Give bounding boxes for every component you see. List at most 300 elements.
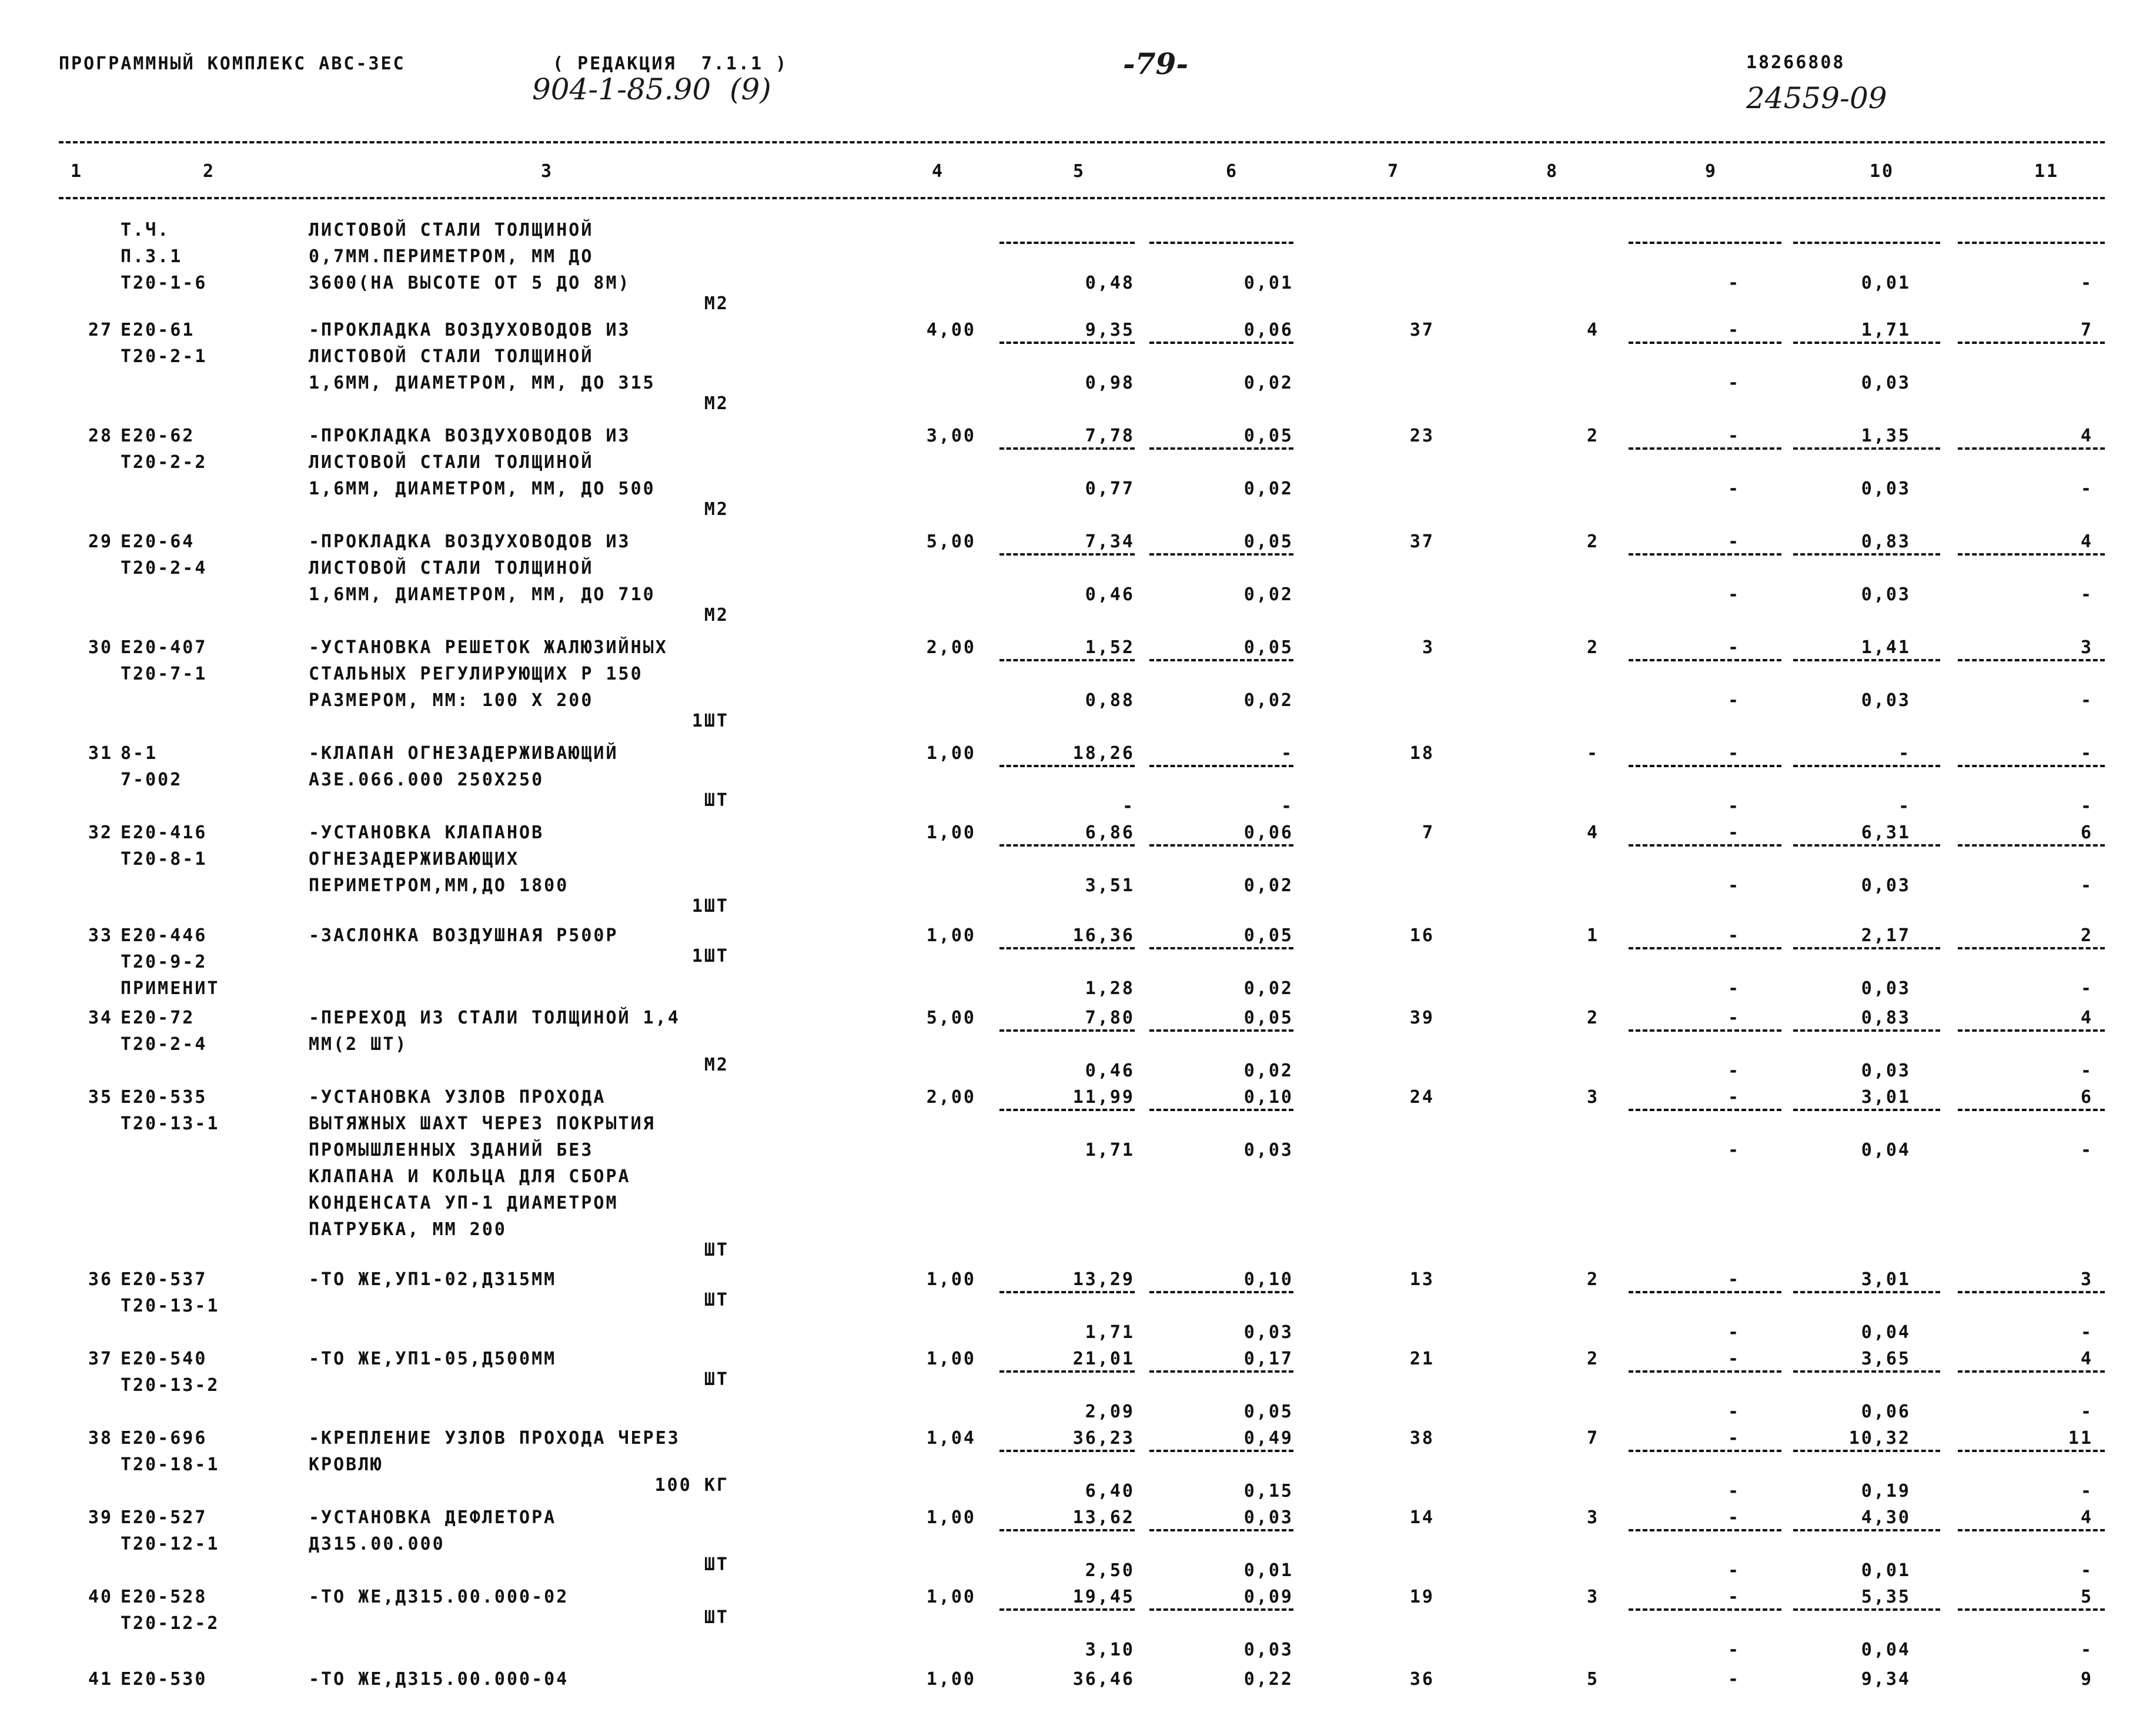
header-rule-bottom — [59, 197, 2105, 199]
row-29-c5-total: 7,34 — [1085, 531, 1135, 552]
row-34-quantity: 5,00 — [926, 1008, 976, 1028]
row-38-description: -КРЕПЛЕНИЕ УЗЛОВ ПРОХОДА ЧЕРЕЗ — [309, 1428, 680, 1449]
row-32-rule-9 — [1629, 844, 1781, 847]
row-33-c11-wage: - — [2080, 978, 2093, 999]
row-28-c9-total: - — [1727, 426, 1740, 446]
row-30-code: Е20-407 — [121, 637, 208, 658]
row-30-unit: 1ШТ — [691, 711, 729, 731]
row-34-rule-9 — [1629, 1029, 1781, 1032]
row-29-col8: 2 — [1586, 531, 1599, 552]
row-37-col7: 21 — [1409, 1349, 1435, 1369]
row-cont-c6-wage: 0,01 — [1243, 273, 1293, 293]
row-29-c11-wage: - — [2080, 584, 2093, 605]
row-30-c9-total: - — [1727, 637, 1740, 658]
column-header-9: 9 — [1705, 161, 1718, 182]
row-39-col8: 3 — [1586, 1507, 1599, 1528]
row-28-code: Т20-2-2 — [121, 452, 208, 473]
row-29-c11-total: 4 — [2080, 531, 2093, 552]
row-36-rule-6 — [1149, 1291, 1293, 1293]
row-28-c10-wage: 0,03 — [1861, 479, 1911, 499]
row-27-c9-wage: - — [1727, 373, 1740, 393]
row-32-c10-total: 6,31 — [1861, 822, 1911, 843]
row-34-col7: 39 — [1409, 1008, 1435, 1028]
row-28-rule-5 — [999, 447, 1135, 450]
row-35-description: КЛАПАНА И КОЛЬЦА ДЛЯ СБОРА — [309, 1166, 631, 1187]
row-35-c9-wage: - — [1727, 1140, 1740, 1160]
row-34-c6-wage: 0,02 — [1243, 1061, 1293, 1081]
row-38-rule-11 — [1958, 1450, 2105, 1452]
row-cont-c9-wage: - — [1727, 273, 1740, 293]
row-31-c10-total: - — [1898, 743, 1911, 764]
row-39-description: Д315.00.000 — [309, 1534, 445, 1554]
row-30-description: СТАЛЬНЫХ РЕГУЛИРУЮЩИХ Р 150 — [309, 664, 643, 684]
row-39-c5-wage: 2,50 — [1085, 1560, 1135, 1581]
row-39-c6-total: 0,03 — [1243, 1507, 1293, 1528]
row-29-description: -ПРОКЛАДКА ВОЗДУХОВОДОВ ИЗ — [309, 531, 631, 552]
row-35-c10-wage: 0,04 — [1861, 1140, 1911, 1160]
row-34-c10-wage: 0,03 — [1861, 1061, 1911, 1081]
row-36-rule-11 — [1958, 1291, 2105, 1293]
row-36-quantity: 1,00 — [926, 1269, 976, 1290]
row-34-c6-total: 0,05 — [1243, 1008, 1293, 1028]
row-40-code: Е20-528 — [121, 1587, 208, 1607]
row-28-c11-total: 4 — [2080, 426, 2093, 446]
row-27-rule-10 — [1793, 342, 1940, 344]
row-40-rule-11 — [1958, 1608, 2105, 1611]
row-30-quantity: 2,00 — [926, 637, 976, 658]
row-41-c5-total: 36,46 — [1072, 1669, 1135, 1690]
row-29-c10-wage: 0,03 — [1861, 584, 1911, 605]
row-28-quantity: 3,00 — [926, 426, 976, 446]
row-32-quantity: 1,00 — [926, 822, 976, 843]
row-40-c9-wage: - — [1727, 1640, 1740, 1660]
row-36-rule-5 — [999, 1291, 1135, 1293]
row-32-rule-5 — [999, 844, 1135, 847]
row-38-rule-10 — [1793, 1450, 1940, 1452]
row-29-rule-11 — [1958, 553, 2105, 556]
row-32-description: -УСТАНОВКА КЛАПАНОВ — [309, 822, 544, 843]
row-36-code: Е20-537 — [121, 1269, 208, 1290]
row-29-col7: 37 — [1409, 531, 1435, 552]
row-32-c9-wage: - — [1727, 875, 1740, 896]
row-27-c9-total: - — [1727, 320, 1740, 340]
row-37-code: Т20-13-2 — [121, 1375, 220, 1396]
row-33-c9-wage: - — [1727, 978, 1740, 999]
row-33-c5-total: 16,36 — [1072, 925, 1135, 946]
row-39-unit: ШТ — [704, 1554, 729, 1575]
row-28-number: 28 — [88, 426, 113, 446]
column-header-3: 3 — [541, 161, 554, 182]
row-34-rule-6 — [1149, 1029, 1293, 1032]
row-39-c6-wage: 0,01 — [1243, 1560, 1293, 1581]
row-36-unit: ШТ — [704, 1290, 729, 1310]
row-35-c9-total: - — [1727, 1087, 1740, 1108]
row-28-col8: 2 — [1586, 426, 1599, 446]
doc-number: 18266808 — [1746, 52, 1846, 73]
row-27-rule-9 — [1629, 342, 1781, 344]
row-41-col8: 5 — [1586, 1669, 1599, 1690]
row-31-c10-wage: - — [1898, 796, 1911, 817]
row-36-rule-9 — [1629, 1291, 1781, 1293]
row-29-unit: М2 — [704, 605, 729, 626]
row-33-number: 33 — [88, 925, 113, 946]
row-39-number: 39 — [88, 1507, 113, 1528]
row-31-c11-wage: - — [2080, 796, 2093, 817]
row-33-c5-wage: 1,28 — [1085, 978, 1135, 999]
row-27-col7: 37 — [1409, 320, 1435, 340]
column-header-10: 10 — [1870, 161, 1895, 182]
row-37-rule-5 — [999, 1370, 1135, 1373]
row-38-c10-wage: 0,19 — [1861, 1481, 1911, 1501]
row-34-c11-wage: - — [2080, 1061, 2093, 1081]
row-31-rule-5 — [999, 765, 1135, 767]
column-header-2: 2 — [203, 161, 216, 182]
row-29-c6-wage: 0,02 — [1243, 584, 1293, 605]
row-37-c11-total: 4 — [2080, 1349, 2093, 1369]
row-27-code: Е20-61 — [121, 320, 195, 340]
row-38-c5-wage: 6,40 — [1085, 1481, 1135, 1501]
row-34-c10-total: 0,83 — [1861, 1008, 1911, 1028]
row-35-rule-5 — [999, 1109, 1135, 1111]
row-37-c9-total: - — [1727, 1349, 1740, 1369]
row-32-col8: 4 — [1586, 822, 1599, 843]
row-31-rule-9 — [1629, 765, 1781, 767]
row-33-code: Е20-446 — [121, 925, 208, 946]
row-27-description: -ПРОКЛАДКА ВОЗДУХОВОДОВ ИЗ — [309, 320, 631, 340]
row-28-c9-wage: - — [1727, 479, 1740, 499]
row-35-unit: ШТ — [704, 1240, 729, 1260]
row-39-description: -УСТАНОВКА ДЕФЛЕТОРА — [309, 1507, 557, 1528]
row-30-col7: 3 — [1422, 637, 1435, 658]
row-41-description: -ТО ЖЕ,Д315.00.000-04 — [309, 1669, 569, 1690]
row-31-c11-total: - — [2080, 743, 2093, 764]
row-27-rule-6 — [1149, 342, 1293, 344]
row-33-rule-11 — [1958, 947, 2105, 949]
row-41-c6-total: 0,22 — [1243, 1669, 1293, 1690]
column-header-5: 5 — [1073, 161, 1086, 182]
row-30-rule-10 — [1793, 659, 1940, 661]
row-39-rule-5 — [999, 1529, 1135, 1531]
row-35-c5-wage: 1,71 — [1085, 1140, 1135, 1160]
row-37-code: Е20-540 — [121, 1349, 208, 1369]
row-30-number: 30 — [88, 637, 113, 658]
row-37-unit: ШТ — [704, 1369, 729, 1390]
row-28-description: -ПРОКЛАДКА ВОЗДУХОВОДОВ ИЗ — [309, 426, 631, 446]
row-31-unit: ШТ — [704, 790, 729, 811]
row-35-description: ВЫТЯЖНЫХ ШАХТ ЧЕРЕЗ ПОКРЫТИЯ — [309, 1113, 656, 1134]
row-28-code: Е20-62 — [121, 426, 195, 446]
row-33-c10-wage: 0,03 — [1861, 978, 1911, 999]
row-cont-code: Т.Ч. — [121, 220, 170, 240]
row-35-c10-total: 3,01 — [1861, 1087, 1911, 1108]
row-cont-code: П.3.1 — [121, 246, 183, 267]
row-35-col7: 24 — [1409, 1087, 1435, 1108]
row-35-number: 35 — [88, 1087, 113, 1108]
row-40-c11-total: 5 — [2080, 1587, 2093, 1607]
row-29-rule-10 — [1793, 553, 1940, 556]
row-40-description: -ТО ЖЕ,Д315.00.000-02 — [309, 1587, 569, 1607]
row-33-c11-total: 2 — [2080, 925, 2093, 946]
row-29-rule-9 — [1629, 553, 1781, 556]
row-33-c10-total: 2,17 — [1861, 925, 1911, 946]
row-37-c10-total: 3,65 — [1861, 1349, 1911, 1369]
row-31-col7: 18 — [1409, 743, 1435, 764]
row-38-code: Е20-696 — [121, 1428, 208, 1449]
row-40-c9-total: - — [1727, 1587, 1740, 1607]
row-32-description: ПЕРИМЕТРОМ,ММ,ДО 1800 — [309, 875, 569, 896]
row-36-number: 36 — [88, 1269, 113, 1290]
row-cont-rule-10 — [1793, 242, 1940, 244]
row-31-rule-6 — [1149, 765, 1293, 767]
row-40-rule-10 — [1793, 1608, 1940, 1611]
row-39-c5-total: 13,62 — [1072, 1507, 1135, 1528]
row-35-c6-wage: 0,03 — [1243, 1140, 1293, 1160]
row-31-c5-total: 18,26 — [1072, 743, 1135, 764]
row-27-unit: М2 — [704, 393, 729, 414]
row-34-code: Т20-2-4 — [121, 1034, 208, 1055]
row-32-rule-6 — [1149, 844, 1293, 847]
row-30-rule-6 — [1149, 659, 1293, 661]
row-27-c10-total: 1,71 — [1861, 320, 1911, 340]
row-27-quantity: 4,00 — [926, 320, 976, 340]
row-40-unit: ШТ — [704, 1607, 729, 1628]
row-34-rule-10 — [1793, 1029, 1940, 1032]
row-30-col8: 2 — [1586, 637, 1599, 658]
row-40-col7: 19 — [1409, 1587, 1435, 1607]
row-31-code: 7-002 — [121, 770, 183, 790]
row-30-c6-total: 0,05 — [1243, 637, 1293, 658]
row-27-number: 27 — [88, 320, 113, 340]
row-40-rule-6 — [1149, 1608, 1293, 1611]
row-39-code: Е20-527 — [121, 1507, 208, 1528]
row-30-rule-11 — [1958, 659, 2105, 661]
project-code-handwritten: 904-1-85.90 (9) — [532, 72, 771, 106]
row-cont-description: 0,7ММ.ПЕРИМЕТРОМ, ММ ДО — [309, 246, 594, 267]
row-36-col7: 13 — [1409, 1269, 1435, 1290]
row-38-c11-wage: - — [2080, 1481, 2093, 1501]
row-29-number: 29 — [88, 531, 113, 552]
row-28-rule-10 — [1793, 447, 1940, 450]
row-34-description: -ПЕРЕХОД ИЗ СТАЛИ ТОЛЩИНОЙ 1,4 — [309, 1008, 680, 1028]
row-33-description: -ЗАСЛОНКА ВОЗДУШНАЯ Р500Р — [309, 925, 619, 946]
row-33-code: Т20-9-2 — [121, 952, 208, 972]
row-37-description: -ТО ЖЕ,УП1-05,Д500ММ — [309, 1349, 557, 1369]
row-33-quantity: 1,00 — [926, 925, 976, 946]
column-header-1: 1 — [71, 161, 83, 182]
row-35-description: КОНДЕНСАТА УП-1 ДИАМЕТРОМ — [309, 1193, 619, 1213]
row-35-description: ПРОМЫШЛЕННЫХ ЗДАНИЙ БЕЗ — [309, 1140, 594, 1160]
row-34-c9-total: - — [1727, 1008, 1740, 1028]
row-40-quantity: 1,00 — [926, 1587, 976, 1607]
row-29-c5-wage: 0,46 — [1085, 584, 1135, 605]
row-29-rule-6 — [1149, 553, 1293, 556]
row-38-col7: 38 — [1409, 1428, 1435, 1449]
row-29-description: ЛИСТОВОЙ СТАЛИ ТОЛЩИНОЙ — [309, 558, 594, 578]
row-36-c5-total: 13,29 — [1072, 1269, 1135, 1290]
row-35-rule-6 — [1149, 1109, 1293, 1111]
row-39-c9-wage: - — [1727, 1560, 1740, 1581]
row-31-c9-total: - — [1727, 743, 1740, 764]
row-38-c9-wage: - — [1727, 1481, 1740, 1501]
row-29-description: 1,6ММ, ДИАМЕТРОМ, ММ, ДО 710 — [309, 584, 656, 605]
row-35-col8: 3 — [1586, 1087, 1599, 1108]
row-33-rule-6 — [1149, 947, 1293, 949]
row-36-c9-wage: - — [1727, 1322, 1740, 1343]
row-30-description: -УСТАНОВКА РЕШЕТОК ЖАЛЮЗИЙНЫХ — [309, 637, 668, 658]
row-34-description: ММ(2 ШТ) — [309, 1034, 408, 1055]
row-40-code: Т20-12-2 — [121, 1613, 220, 1634]
row-32-c5-wage: 3,51 — [1085, 875, 1135, 896]
row-37-c5-wage: 2,09 — [1085, 1401, 1135, 1422]
row-31-c5-wage: - — [1122, 796, 1135, 817]
row-34-c5-total: 7,80 — [1085, 1008, 1135, 1028]
row-31-number: 31 — [88, 743, 113, 764]
column-header-6: 6 — [1226, 161, 1239, 182]
row-30-c11-total: 3 — [2080, 637, 2093, 658]
row-28-rule-9 — [1629, 447, 1781, 450]
row-36-c11-total: 3 — [2080, 1269, 2093, 1290]
row-27-code: Т20-2-1 — [121, 346, 208, 367]
row-39-c11-wage: - — [2080, 1560, 2093, 1581]
row-37-c9-wage: - — [1727, 1401, 1740, 1422]
row-27-description: 1,6ММ, ДИАМЕТРОМ, ММ, ДО 315 — [309, 373, 656, 393]
row-29-quantity: 5,00 — [926, 531, 976, 552]
row-27-description: ЛИСТОВОЙ СТАЛИ ТОЛЩИНОЙ — [309, 346, 594, 367]
row-31-description: -КЛАПАН ОГНЕЗАДЕРЖИВАЮЩИЙ — [309, 743, 619, 764]
row-35-c5-total: 11,99 — [1072, 1087, 1135, 1108]
row-32-code: Е20-416 — [121, 822, 208, 843]
column-header-7: 7 — [1388, 161, 1400, 182]
row-39-quantity: 1,00 — [926, 1507, 976, 1528]
row-39-rule-10 — [1793, 1529, 1940, 1531]
row-35-rule-11 — [1958, 1109, 2105, 1111]
row-37-rule-11 — [1958, 1370, 2105, 1373]
row-37-c5-total: 21,01 — [1072, 1349, 1135, 1369]
row-41-number: 41 — [88, 1669, 113, 1690]
row-27-c5-total: 9,35 — [1085, 320, 1135, 340]
row-39-c9-total: - — [1727, 1507, 1740, 1528]
row-33-rule-10 — [1793, 947, 1940, 949]
row-36-rule-10 — [1793, 1291, 1940, 1293]
row-cont-rule-11 — [1958, 242, 2105, 244]
row-35-code: Т20-13-1 — [121, 1113, 220, 1134]
row-39-c11-total: 4 — [2080, 1507, 2093, 1528]
row-35-c11-total: 6 — [2080, 1087, 2093, 1108]
row-33-c6-total: 0,05 — [1243, 925, 1293, 946]
row-28-c6-wage: 0,02 — [1243, 479, 1293, 499]
row-27-c6-wage: 0,02 — [1243, 373, 1293, 393]
row-38-c6-wage: 0,15 — [1243, 1481, 1293, 1501]
row-31-c6-wage: - — [1281, 796, 1293, 817]
row-27-c5-wage: 0,98 — [1085, 373, 1135, 393]
row-cont-c11-wage: - — [2080, 273, 2093, 293]
row-38-rule-9 — [1629, 1450, 1781, 1452]
row-40-c10-total: 5,35 — [1861, 1587, 1911, 1607]
row-36-c5-wage: 1,71 — [1085, 1322, 1135, 1343]
row-32-code: Т20-8-1 — [121, 849, 208, 869]
row-38-c10-total: 10,32 — [1848, 1428, 1911, 1449]
row-40-c11-wage: - — [2080, 1640, 2093, 1660]
row-33-c9-total: - — [1727, 925, 1740, 946]
row-31-code: 8-1 — [121, 743, 158, 764]
row-32-c5-total: 6,86 — [1085, 822, 1135, 843]
row-34-c9-wage: - — [1727, 1061, 1740, 1081]
row-32-rule-11 — [1958, 844, 2105, 847]
column-header-11: 11 — [2034, 161, 2060, 182]
row-29-c6-total: 0,05 — [1243, 531, 1293, 552]
row-41-c11-total: 9 — [2080, 1669, 2093, 1690]
row-36-c6-total: 0,10 — [1243, 1269, 1293, 1290]
row-37-rule-9 — [1629, 1370, 1781, 1373]
row-37-rule-10 — [1793, 1370, 1940, 1373]
row-28-description: ЛИСТОВОЙ СТАЛИ ТОЛЩИНОЙ — [309, 452, 594, 473]
row-27-c6-total: 0,06 — [1243, 320, 1293, 340]
row-32-rule-10 — [1793, 844, 1940, 847]
row-30-description: РАЗМЕРОМ, ММ: 100 Х 200 — [309, 690, 594, 711]
row-28-c10-total: 1,35 — [1861, 426, 1911, 446]
row-39-c10-wage: 0,01 — [1861, 1560, 1911, 1581]
row-cont-description: 3600(НА ВЫСОТЕ ОТ 5 ДО 8М) — [309, 273, 631, 293]
row-38-rule-6 — [1149, 1450, 1293, 1452]
row-37-c6-total: 0,17 — [1243, 1349, 1293, 1369]
program-name: ПРОГРАММНЫЙ КОМПЛЕКС АВС-ЗЕС — [59, 53, 406, 74]
row-41-c10-total: 9,34 — [1861, 1669, 1911, 1690]
row-33-col8: 1 — [1586, 925, 1599, 946]
row-32-c9-total: - — [1727, 822, 1740, 843]
row-28-c6-total: 0,05 — [1243, 426, 1293, 446]
row-30-c11-wage: - — [2080, 690, 2093, 711]
row-36-c6-wage: 0,03 — [1243, 1322, 1293, 1343]
row-28-unit: М2 — [704, 499, 729, 520]
row-36-c10-total: 3,01 — [1861, 1269, 1911, 1290]
row-31-rule-10 — [1793, 765, 1940, 767]
row-30-c10-wage: 0,03 — [1861, 690, 1911, 711]
row-40-rule-5 — [999, 1608, 1135, 1611]
row-38-description: КРОВЛЮ — [309, 1454, 383, 1475]
row-cont-c10-wage: 0,01 — [1861, 273, 1911, 293]
row-37-rule-6 — [1149, 1370, 1293, 1373]
row-28-description: 1,6ММ, ДИАМЕТРОМ, ММ, ДО 500 — [309, 479, 656, 499]
row-32-c6-total: 0,06 — [1243, 822, 1293, 843]
row-cont-description: ЛИСТОВОЙ СТАЛИ ТОЛЩИНОЙ — [309, 220, 594, 240]
row-36-c11-wage: - — [2080, 1322, 2093, 1343]
row-35-code: Е20-535 — [121, 1087, 208, 1108]
row-34-c5-wage: 0,46 — [1085, 1061, 1135, 1081]
row-33-col7: 16 — [1409, 925, 1435, 946]
row-33-unit: 1ШТ — [691, 946, 729, 966]
row-31-col8: - — [1586, 743, 1599, 764]
row-31-c6-total: - — [1281, 743, 1293, 764]
row-38-rule-5 — [999, 1450, 1135, 1452]
row-37-quantity: 1,00 — [926, 1349, 976, 1369]
row-35-rule-10 — [1793, 1109, 1940, 1111]
row-30-c5-wage: 0,88 — [1085, 690, 1135, 711]
row-32-description: ОГНЕЗАДЕРЖИВАЮЩИХ — [309, 849, 520, 869]
row-35-description: ПАТРУБКА, ММ 200 — [309, 1219, 507, 1240]
row-38-col8: 7 — [1586, 1428, 1599, 1449]
row-30-c5-total: 1,52 — [1085, 637, 1135, 658]
row-32-col7: 7 — [1422, 822, 1435, 843]
row-30-c10-total: 1,41 — [1861, 637, 1911, 658]
row-36-col8: 2 — [1586, 1269, 1599, 1290]
row-29-rule-5 — [999, 553, 1135, 556]
row-28-c5-total: 7,78 — [1085, 426, 1135, 446]
row-cont-c5-wage: 0,48 — [1085, 273, 1135, 293]
row-38-number: 38 — [88, 1428, 113, 1449]
row-38-c6-total: 0,49 — [1243, 1428, 1293, 1449]
row-35-description: -УСТАНОВКА УЗЛОВ ПРОХОДА — [309, 1087, 606, 1108]
row-41-quantity: 1,00 — [926, 1669, 976, 1690]
